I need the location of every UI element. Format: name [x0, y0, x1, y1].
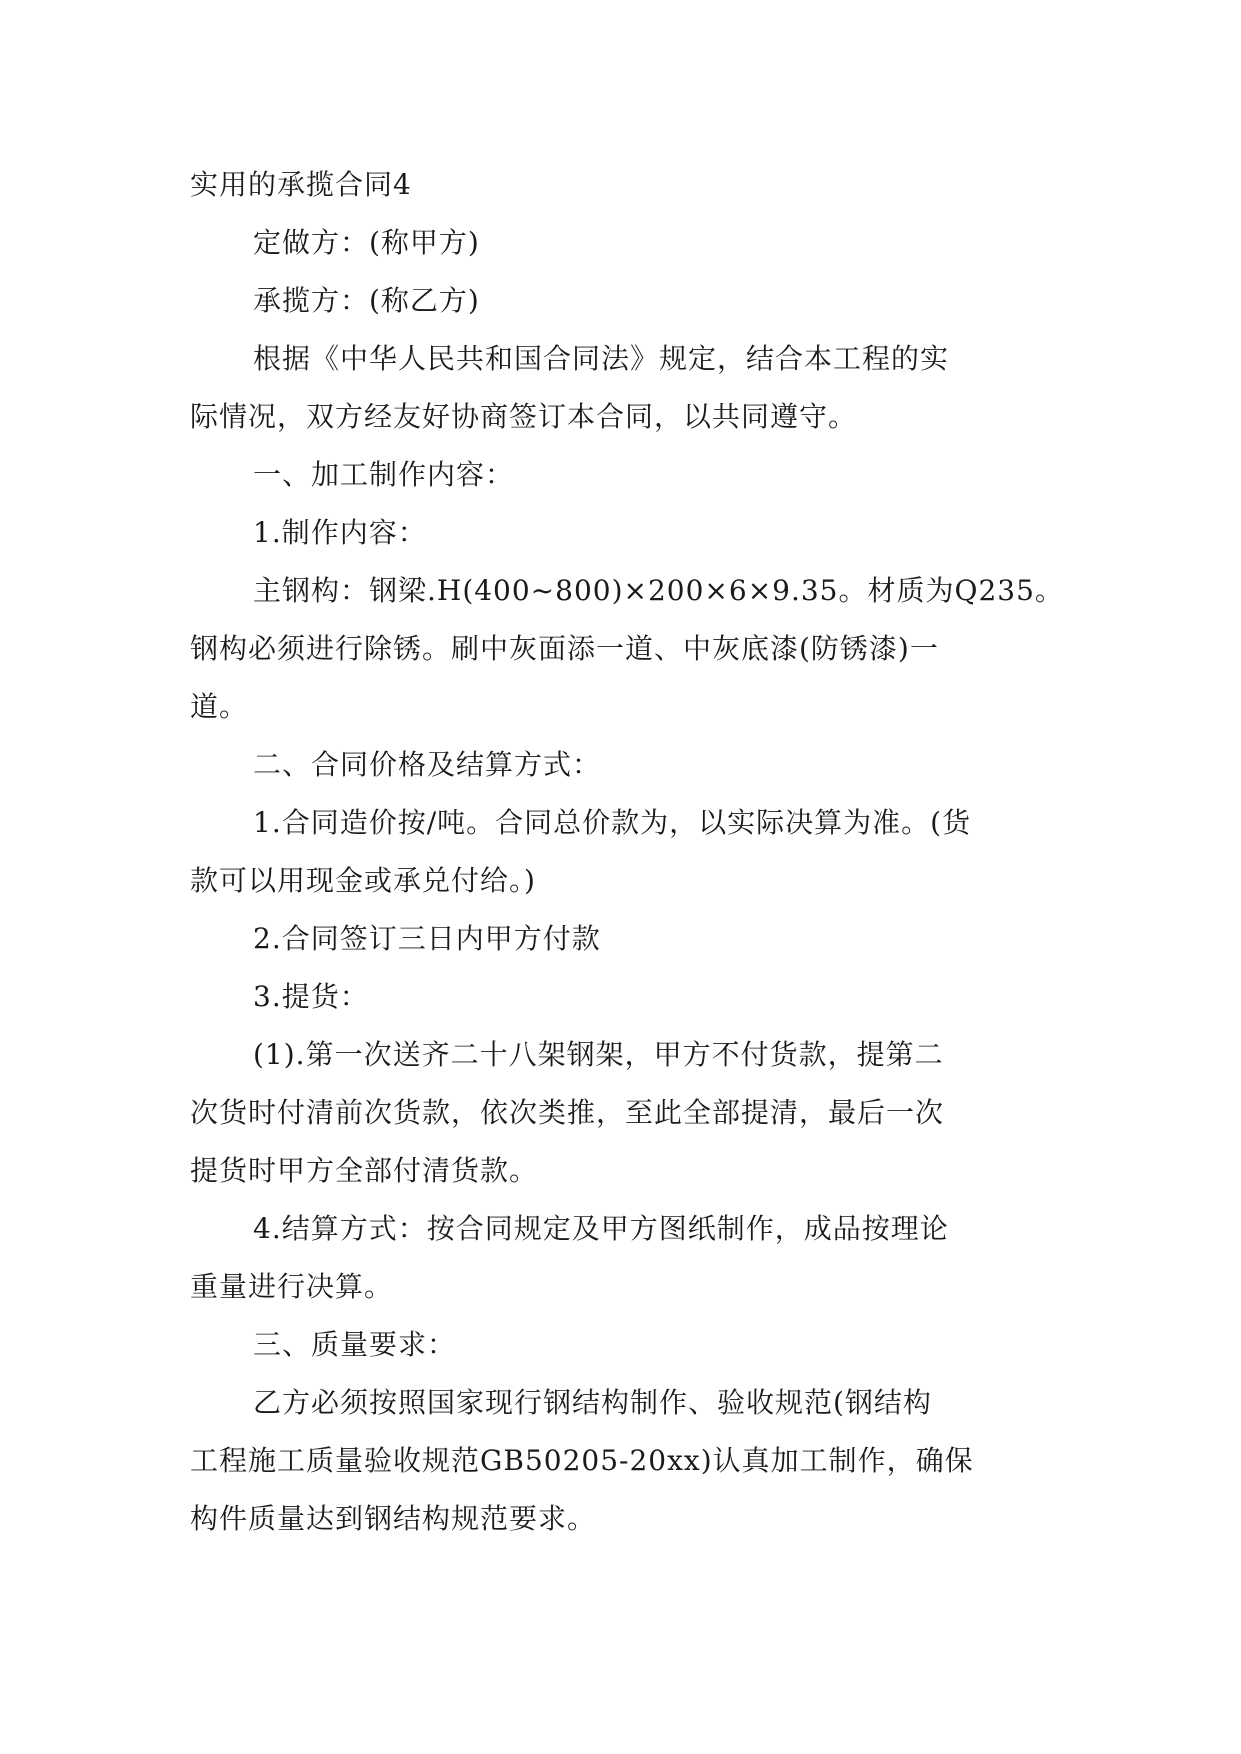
clause-1-1-line-3: 道。 — [190, 690, 249, 723]
clause-2-3-1-line-2: 次货时付清前次货款，依次类推，至此全部提清，最后一次 — [190, 1096, 945, 1129]
clause-1-1-line-1: 主钢构：钢梁.H(400~800)×200×6×9.35。材质为Q235。 — [253, 574, 1064, 607]
section-3-line-1: 乙方必须按照国家现行钢结构制作、验收规范(钢结构 — [253, 1386, 932, 1419]
clause-2-4-line-1: 4.结算方式：按合同规定及甲方图纸制作，成品按理论 — [253, 1212, 949, 1245]
clause-2-3-heading: 3.提货： — [253, 980, 369, 1013]
clause-1-1-heading: 1.制作内容： — [253, 516, 427, 549]
intro-paragraph-line-1: 根据《中华人民共和国合同法》规定，结合本工程的实 — [253, 342, 950, 375]
clause-2-2: 2.合同签订三日内甲方付款 — [253, 922, 601, 955]
clause-2-3-1-line-3: 提货时甲方全部付清货款。 — [190, 1154, 539, 1187]
clause-1-1-line-2: 钢构必须进行除锈。刷中灰面添一道、中灰底漆(防锈漆)一 — [190, 632, 939, 665]
section-3-line-3: 构件质量达到钢结构规范要求。 — [190, 1502, 597, 1535]
intro-paragraph-line-2: 际情况，双方经友好协商签订本合同，以共同遵守。 — [190, 400, 858, 433]
clause-2-1-line-1: 1.合同造价按/吨。合同总价款为，以实际决算为准。(货 — [253, 806, 972, 839]
document-title: 实用的承揽合同4 — [190, 168, 412, 201]
section-3-heading: 三、质量要求： — [253, 1328, 457, 1361]
clause-2-1-line-2: 款可以用现金或承兑付给。) — [190, 864, 536, 897]
section-1-heading: 一、加工制作内容： — [253, 458, 515, 491]
party-b-line: 承揽方：(称乙方) — [253, 284, 480, 317]
section-3-line-2: 工程施工质量验收规范GB50205-20xx)认真加工制作，确保 — [190, 1444, 974, 1477]
clause-2-4-line-2: 重量进行决算。 — [190, 1270, 394, 1303]
clause-2-3-1-line-1: (1).第一次送齐二十八架钢架，甲方不付货款，提第二 — [253, 1038, 944, 1071]
section-2-heading: 二、合同价格及结算方式： — [253, 748, 602, 781]
party-a-line: 定做方：(称甲方) — [253, 226, 480, 259]
